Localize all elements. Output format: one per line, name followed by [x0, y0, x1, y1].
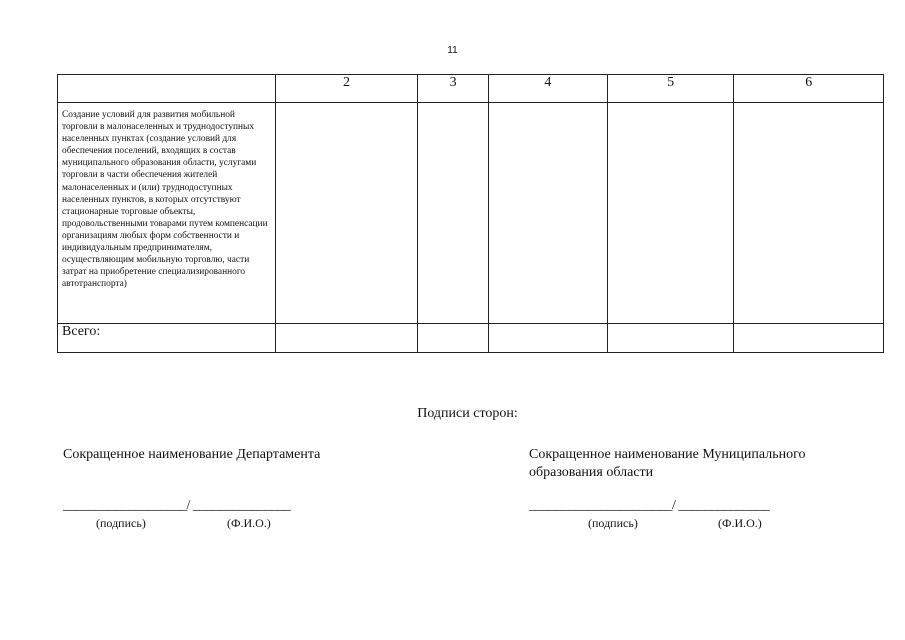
- cell-6: [734, 103, 884, 324]
- total-cell-3: [418, 324, 489, 353]
- right-signature-line: ______________________/ ______________: [529, 498, 770, 513]
- total-row: [58, 324, 884, 353]
- total-cell-4: [489, 324, 608, 353]
- right-name-caption: (Ф.И.О.): [718, 516, 762, 530]
- total-label: Всего:: [58, 324, 276, 353]
- right-party-name: Сокращенное наименование Муниципального образования области: [529, 447, 806, 480]
- total-cell-6: [734, 324, 884, 353]
- cell-2: [275, 103, 418, 324]
- header-cell-2: 2: [275, 75, 418, 103]
- total-cell-5: [607, 324, 734, 353]
- header-cell-3: 3: [418, 75, 489, 103]
- cell-3: [418, 103, 489, 324]
- left-sign-caption: (подпись): [96, 516, 146, 530]
- signatures-title: Подписи сторон:: [417, 406, 518, 421]
- left-signature-line: ___________________/ _______________: [63, 498, 291, 513]
- header-cell-6: 6: [734, 75, 884, 103]
- data-table: [57, 74, 884, 353]
- table-row: [58, 103, 884, 324]
- header-cell-4: 4: [489, 75, 608, 103]
- cell-5: [607, 103, 734, 324]
- left-party-name: Сокращенное наименование Департамента: [63, 447, 321, 462]
- left-name-caption: (Ф.И.О.): [227, 516, 271, 530]
- total-cell-2: [275, 324, 418, 353]
- right-sign-caption: (подпись): [588, 516, 638, 530]
- cell-4: [489, 103, 608, 324]
- page-number: 11: [447, 45, 458, 56]
- row-description: Создание условий для развития мобильной торговли в малонаселенных и труднодоступных населенных пунктах (создание условий для обеспечения поселений, входящих в состав муниципального образования области, услугами торговли в части обеспечения жителей малонаселенных и (или) труднодоступных населенных пунктов, в которых отсутствуют стационарные торговые объекты, продовольственными товарами путем компенсации организациям любых форм собственности и индивидуальным предпринимателям, осуществляющим мобильную торговлю, части затрат на приобретение специализированного автотранспорта): [58, 103, 276, 324]
- header-cell-5: 5: [607, 75, 734, 103]
- table-header-row: [58, 75, 884, 103]
- header-cell-1: [58, 75, 276, 103]
